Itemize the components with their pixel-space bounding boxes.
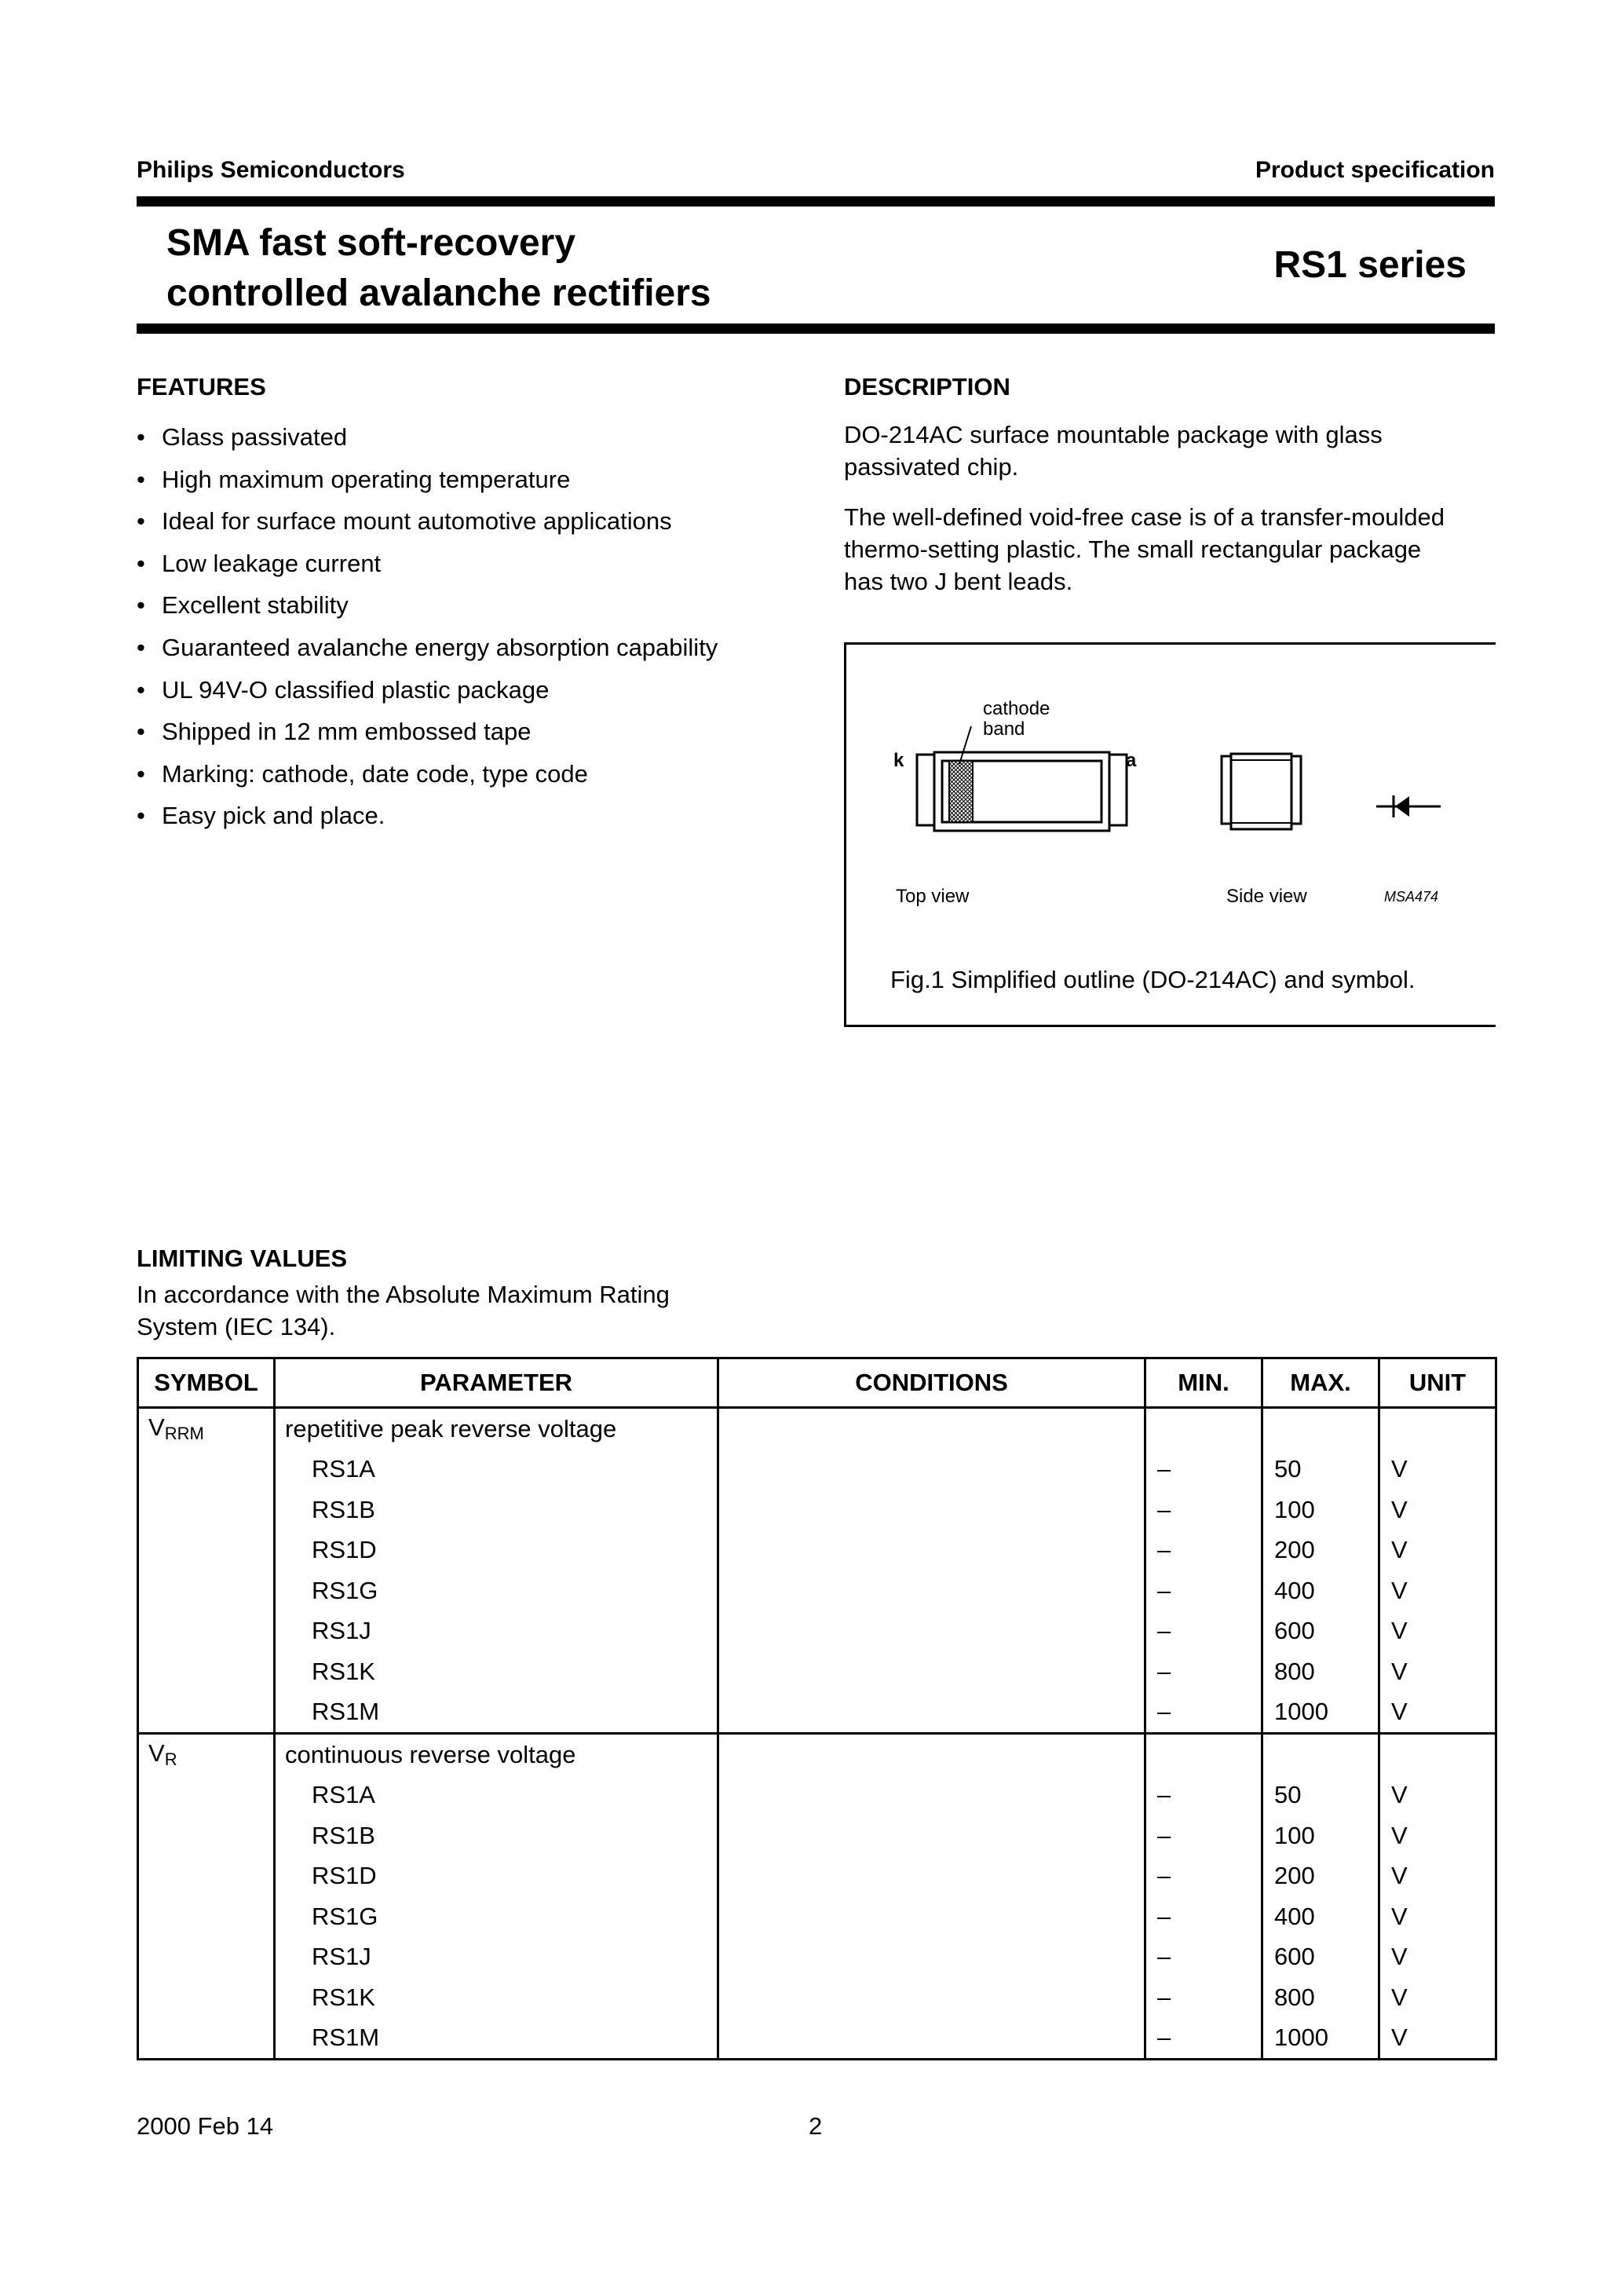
conditions-cell [718, 1896, 1145, 1937]
conditions-cell [718, 1937, 1145, 1978]
unit-cell [1379, 1734, 1496, 1775]
type-cell: RS1M [275, 1692, 718, 1734]
conditions-cell [718, 1651, 1145, 1692]
column-header-conditions: CONDITIONS [718, 1358, 1145, 1408]
max-cell: 50 [1262, 1450, 1379, 1490]
unit-cell: V [1379, 1896, 1496, 1937]
min-cell: – [1145, 1530, 1262, 1571]
cathode-band [949, 761, 973, 822]
symbol-subscript: RRM [164, 1424, 204, 1444]
table-row [138, 1692, 1496, 1734]
min-cell: – [1145, 1937, 1262, 1978]
type-cell: RS1G [275, 1570, 718, 1611]
title-line-2: controlled avalanche rectifiers [166, 272, 711, 314]
symbol-main: V [148, 1413, 165, 1442]
description-line: The well-defined void-free case is of a transfer-moulded [844, 503, 1445, 531]
type-cell: RS1D [275, 1530, 718, 1571]
feature-item [137, 627, 718, 669]
description-line: thermo-setting plastic. The small rectangular package [844, 536, 1422, 563]
company-name: Philips Semiconductors [137, 157, 405, 183]
features-heading: FEATURES [137, 373, 266, 400]
max-cell: 200 [1262, 1530, 1379, 1571]
type-cell: RS1K [275, 1977, 718, 2018]
feature-text: Shipped in 12 mm embossed tape [162, 718, 532, 746]
conditions-cell [718, 1977, 1145, 2018]
max-cell: 800 [1262, 1977, 1379, 2018]
column-header-min: MIN. [1145, 1358, 1262, 1408]
min-cell: – [1145, 1490, 1262, 1530]
description-paragraph-1 [844, 419, 1383, 483]
min-cell: – [1145, 1856, 1262, 1897]
column-header-symbol: SYMBOL [138, 1358, 275, 1408]
unit-cell [1379, 1408, 1496, 1450]
feature-text: Marking: cathode, date code, type code [162, 759, 588, 788]
symbol-cell [138, 1408, 275, 1450]
symbol-main: V [148, 1739, 165, 1768]
feature-text: Low leakage current [162, 549, 382, 577]
package-outline-figure [844, 642, 1496, 1019]
unit-cell: V [1379, 2018, 1496, 2060]
min-cell [1145, 1734, 1262, 1775]
max-cell: 1000 [1262, 2018, 1379, 2060]
type-cell: RS1B [275, 1490, 718, 1530]
min-cell [1145, 1408, 1262, 1450]
a-terminal-label: a [1126, 750, 1137, 771]
symbol-subscript: R [164, 1749, 177, 1770]
feature-item [137, 416, 718, 459]
top-view-label: Top view [896, 886, 970, 907]
feature-item [137, 459, 718, 501]
symbol-cell [138, 1977, 275, 2018]
type-cell: RS1B [275, 1815, 718, 1856]
max-cell: 800 [1262, 1651, 1379, 1692]
unit-cell: V [1379, 1692, 1496, 1734]
description-line: has two J bent leads. [844, 568, 1073, 595]
feature-item [137, 753, 718, 795]
feature-text: Easy pick and place. [162, 802, 385, 830]
min-cell: – [1145, 1450, 1262, 1490]
column-header-max: MAX. [1262, 1358, 1379, 1408]
type-cell: RS1M [275, 2018, 718, 2060]
limiting-values-intro [137, 1278, 670, 1343]
conditions-cell [718, 2018, 1145, 2060]
feature-item [137, 711, 718, 753]
table-row [138, 2018, 1496, 2060]
type-cell: RS1J [275, 1937, 718, 1978]
table-row [138, 1490, 1496, 1530]
column-header-unit: UNIT [1379, 1358, 1496, 1408]
top-view-drawing [917, 726, 1127, 831]
feature-item [137, 669, 718, 711]
side-view-drawing [1222, 754, 1301, 829]
symbol-cell [138, 1450, 275, 1490]
conditions-cell [718, 1734, 1145, 1775]
bullet-icon: • [137, 759, 145, 788]
column-header-parameter: PARAMETER [275, 1358, 718, 1408]
conditions-cell [718, 1490, 1145, 1530]
feature-text: UL 94V-O classified plastic package [162, 675, 550, 704]
description-paragraph-2 [844, 501, 1445, 598]
diode-symbol [1376, 795, 1441, 817]
symbol-cell [138, 1856, 275, 1897]
symbol-cell [138, 1734, 275, 1775]
document-title [166, 218, 711, 319]
unit-cell: V [1379, 1530, 1496, 1571]
unit-cell: V [1379, 1775, 1496, 1816]
bullet-icon: • [137, 802, 145, 830]
type-cell: RS1G [275, 1896, 718, 1937]
max-cell: 600 [1262, 1937, 1379, 1978]
feature-item [137, 543, 718, 585]
max-cell: 100 [1262, 1815, 1379, 1856]
min-cell: – [1145, 1570, 1262, 1611]
feature-text: Ideal for surface mount automotive applications [162, 507, 672, 536]
feature-text: Guaranteed avalanche energy absorption capability [162, 633, 718, 661]
max-cell: 50 [1262, 1775, 1379, 1816]
feature-text: Excellent stability [162, 591, 349, 620]
conditions-cell [718, 1570, 1145, 1611]
symbol-cell [138, 1651, 275, 1692]
table-row [138, 1815, 1496, 1856]
symbol-cell [138, 1692, 275, 1734]
max-cell: 400 [1262, 1570, 1379, 1611]
feature-text: Glass passivated [162, 423, 348, 451]
symbol-cell [138, 1937, 275, 1978]
table-row [138, 1977, 1496, 2018]
symbol-cell [138, 1530, 275, 1571]
side-view-label: Side view [1226, 886, 1307, 907]
conditions-cell [718, 1530, 1145, 1571]
unit-cell: V [1379, 1977, 1496, 2018]
description-heading: DESCRIPTION [844, 373, 1010, 400]
min-cell: – [1145, 1896, 1262, 1937]
figure-caption: Fig.1 Simplified outline (DO-214AC) and symbol. [890, 966, 1416, 993]
k-terminal-label: k [893, 750, 904, 771]
title-line-1: SMA fast soft-recovery [166, 222, 576, 264]
min-cell: – [1145, 1611, 1262, 1652]
max-cell: 200 [1262, 1856, 1379, 1897]
unit-cell: V [1379, 1611, 1496, 1652]
symbol-cell [138, 1815, 275, 1856]
type-cell: RS1D [275, 1856, 718, 1897]
max-cell [1262, 1734, 1379, 1775]
table-row [138, 1896, 1496, 1937]
conditions-cell [718, 1611, 1145, 1652]
table-body [138, 1408, 1496, 2060]
bullet-icon: • [137, 633, 145, 661]
table-row [138, 1775, 1496, 1816]
table-row [138, 1937, 1496, 1978]
description-line: passivated chip. [844, 453, 1019, 481]
footer-date: 2000 Feb 14 [137, 2112, 274, 2140]
feature-item [137, 795, 718, 837]
figure-code: MSA474 [1384, 889, 1439, 905]
table-header-row [138, 1358, 1496, 1408]
table-row [138, 1530, 1496, 1571]
bullet-icon: • [137, 549, 145, 577]
bullet-icon: • [137, 507, 145, 536]
feature-item [137, 500, 718, 543]
symbol-cell [138, 1611, 275, 1652]
type-cell: RS1J [275, 1611, 718, 1652]
table-row-parameter [138, 1408, 1496, 1450]
min-cell: – [1145, 1977, 1262, 2018]
max-cell: 600 [1262, 1611, 1379, 1652]
parameter-cell: continuous reverse voltage [275, 1734, 718, 1775]
table-row [138, 1856, 1496, 1897]
limiting-values-heading: LIMITING VALUES [137, 1245, 348, 1272]
type-cell: RS1K [275, 1651, 718, 1692]
intro-line: System (IEC 134). [137, 1313, 336, 1340]
intro-line: In accordance with the Absolute Maximum Rating [137, 1281, 670, 1308]
bullet-icon: • [137, 423, 145, 451]
min-cell: – [1145, 1775, 1262, 1816]
cathode-label-line: cathode [983, 698, 1050, 719]
description-line: DO-214AC surface mountable package with glass [844, 421, 1383, 448]
min-cell: – [1145, 2018, 1262, 2060]
table-row-parameter [138, 1734, 1496, 1775]
unit-cell: V [1379, 1490, 1496, 1530]
max-cell: 400 [1262, 1896, 1379, 1937]
bullet-icon: • [137, 675, 145, 704]
document-type: Product specification [1255, 157, 1495, 183]
bullet-icon: • [137, 718, 145, 746]
conditions-cell [718, 1775, 1145, 1816]
title-rule [137, 324, 1495, 334]
bullet-icon: • [137, 465, 145, 493]
conditions-cell [718, 1692, 1145, 1734]
header-rule [137, 196, 1495, 207]
unit-cell: V [1379, 1450, 1496, 1490]
unit-cell: V [1379, 1937, 1496, 1978]
min-cell: – [1145, 1815, 1262, 1856]
table-row [138, 1611, 1496, 1652]
unit-cell: V [1379, 1570, 1496, 1611]
page-number: 2 [809, 2112, 823, 2140]
max-cell: 1000 [1262, 1692, 1379, 1734]
table-row [138, 1651, 1496, 1692]
unit-cell: V [1379, 1856, 1496, 1897]
cathode-band-label [983, 699, 1050, 740]
type-cell: RS1A [275, 1775, 718, 1816]
bullet-icon: • [137, 591, 145, 620]
feature-text: High maximum operating temperature [162, 465, 571, 493]
max-cell [1262, 1408, 1379, 1450]
limiting-values-table [137, 1357, 1497, 2060]
parameter-cell: repetitive peak reverse voltage [275, 1408, 718, 1450]
symbol-cell [138, 1490, 275, 1530]
table-row [138, 1570, 1496, 1611]
conditions-cell [718, 1408, 1145, 1450]
symbol-cell [138, 2018, 275, 2060]
conditions-cell [718, 1450, 1145, 1490]
series-name: RS1 series [1273, 244, 1467, 286]
unit-cell: V [1379, 1815, 1496, 1856]
band-label-line: band [983, 718, 1025, 740]
min-cell: – [1145, 1651, 1262, 1692]
features-list [137, 416, 718, 837]
max-cell: 100 [1262, 1490, 1379, 1530]
type-cell: RS1A [275, 1450, 718, 1490]
symbol-cell [138, 1896, 275, 1937]
min-cell: – [1145, 1692, 1262, 1734]
conditions-cell [718, 1815, 1145, 1856]
symbol-cell [138, 1570, 275, 1611]
conditions-cell [718, 1856, 1145, 1897]
table-row [138, 1450, 1496, 1490]
feature-item [137, 584, 718, 627]
symbol-cell [138, 1775, 275, 1816]
unit-cell: V [1379, 1651, 1496, 1692]
